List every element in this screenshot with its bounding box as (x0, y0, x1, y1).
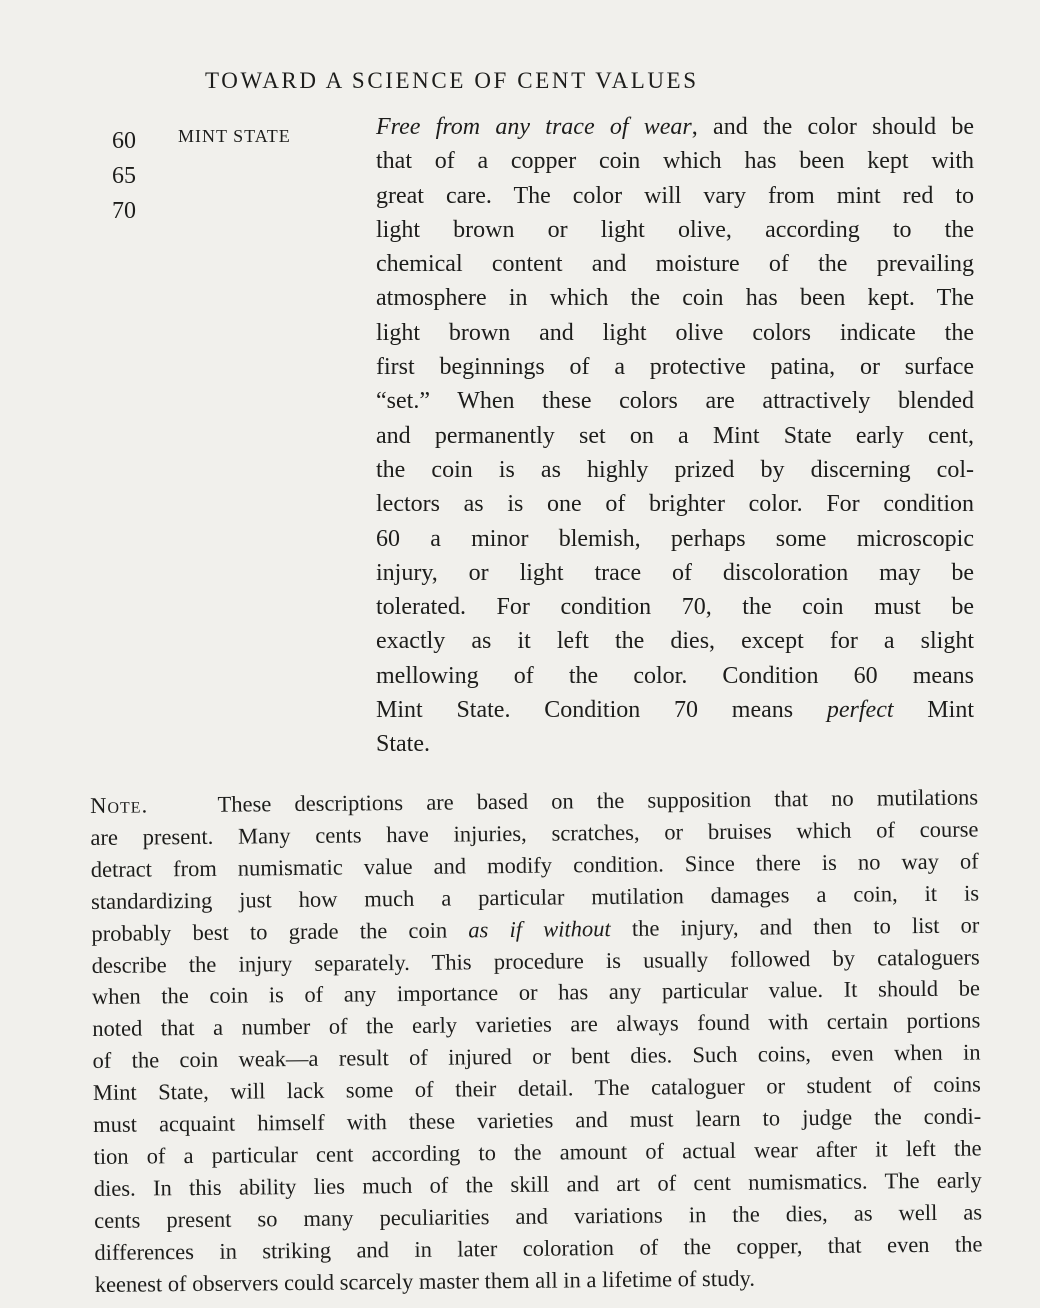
italic-word: perfect (826, 697, 894, 724)
description-line: 60 a minor blemish, perhaps some microscopic (376, 525, 974, 552)
grade-numbers (112, 124, 136, 229)
description-line: lectors as is one of brighter color. For condition (376, 491, 974, 518)
running-head: TOWARD A SCIENCE OF CENT VALUES (205, 68, 699, 93)
description-line: exactly as it left the dies, except for a slight (376, 628, 974, 655)
description-line: and permanently set on a Mint State early cent, (376, 422, 974, 449)
note-text: probably best to grade the coin (91, 917, 469, 946)
description-line: injury, or light trace of discoloration may be (376, 559, 974, 586)
description-text: Mint State. Condition 70 means (376, 697, 827, 724)
description-text: Mint (893, 697, 974, 724)
note-line: of the coin weak—a result of injured or bent dies. Such coins, even when in (92, 1039, 981, 1074)
note-line: differences in striking and in later coloration of the copper, that even the (94, 1231, 983, 1265)
italic-phrase: Free from any trace of wear (376, 114, 692, 140)
note-label: Note. (90, 792, 149, 818)
description-line: “set.” When these colors are attractively blended (376, 388, 974, 415)
grade-label: MINT STATE (178, 126, 291, 146)
note-line: keenest of observers could scarcely master them all in a lifetime of study. (94, 1265, 756, 1297)
description-line: State. (376, 731, 430, 758)
note-line: detract from numismatic value and modify condition. Since there is no way of (90, 848, 979, 882)
description-text: , and the color should be (691, 114, 974, 140)
note-line: describe the injury separately. This procedure is usually followed by cataloguers (91, 943, 980, 978)
note-line: Mint State, will lack some of their detail. The cataloguer or student of coins (92, 1071, 981, 1106)
note-line: are present. Many cents have injuries, scratches, or bruises which of course (90, 816, 979, 850)
note-line: tion of a particular cent according to the amount of actual wear after it left the (93, 1135, 982, 1169)
description-line (376, 693, 974, 727)
grade-number: 65 (112, 163, 136, 189)
description-line: light brown and light olive colors indicate the (376, 319, 974, 346)
grade-number: 70 (112, 198, 136, 224)
grade-description (376, 110, 974, 762)
note-line: standardizing just how much a particular mutilation damages a coin, it is (90, 880, 980, 914)
description-line: light brown or light olive, according to the (376, 216, 974, 243)
description-line: that of a copper coin which has been kept with (376, 148, 974, 175)
note-line: noted that a number of the early varieties are always found with certain portions (92, 1007, 981, 1042)
description-line: atmosphere in which the coin has been kept. The (376, 285, 974, 312)
description-line: chemical content and moisture of the prevailing (376, 251, 974, 278)
note-paragraph (90, 781, 983, 1300)
description-line: first beginnings of a protective patina, or surface (376, 354, 974, 381)
grade-number: 60 (112, 128, 136, 154)
note-text: the injury, and then to list or (610, 912, 980, 941)
description-line: the coin is as highly prized by discerning col- (376, 456, 974, 483)
description-line: mellowing of the color. Condition 60 means (376, 662, 974, 689)
note-text: These descriptions are based on the supposition that no mutilations (217, 784, 979, 817)
description-line (376, 110, 974, 144)
note-line: dies. In this ability lies much of the skill and art of cent numismatics. The early (93, 1167, 982, 1201)
description-line: tolerated. For condition 70, the coin must be (376, 594, 974, 621)
note-line: must acquaint himself with these varieties and must learn to judge the condi- (93, 1103, 982, 1138)
italic-phrase: as if without (468, 915, 611, 942)
note-line: when the coin is of any importance or has any particular value. It should be (91, 975, 981, 1010)
note-line: cents present so many peculiarities and variations in the dies, as well as (94, 1199, 983, 1233)
description-line: great care. The color will vary from mint red to (376, 182, 974, 209)
